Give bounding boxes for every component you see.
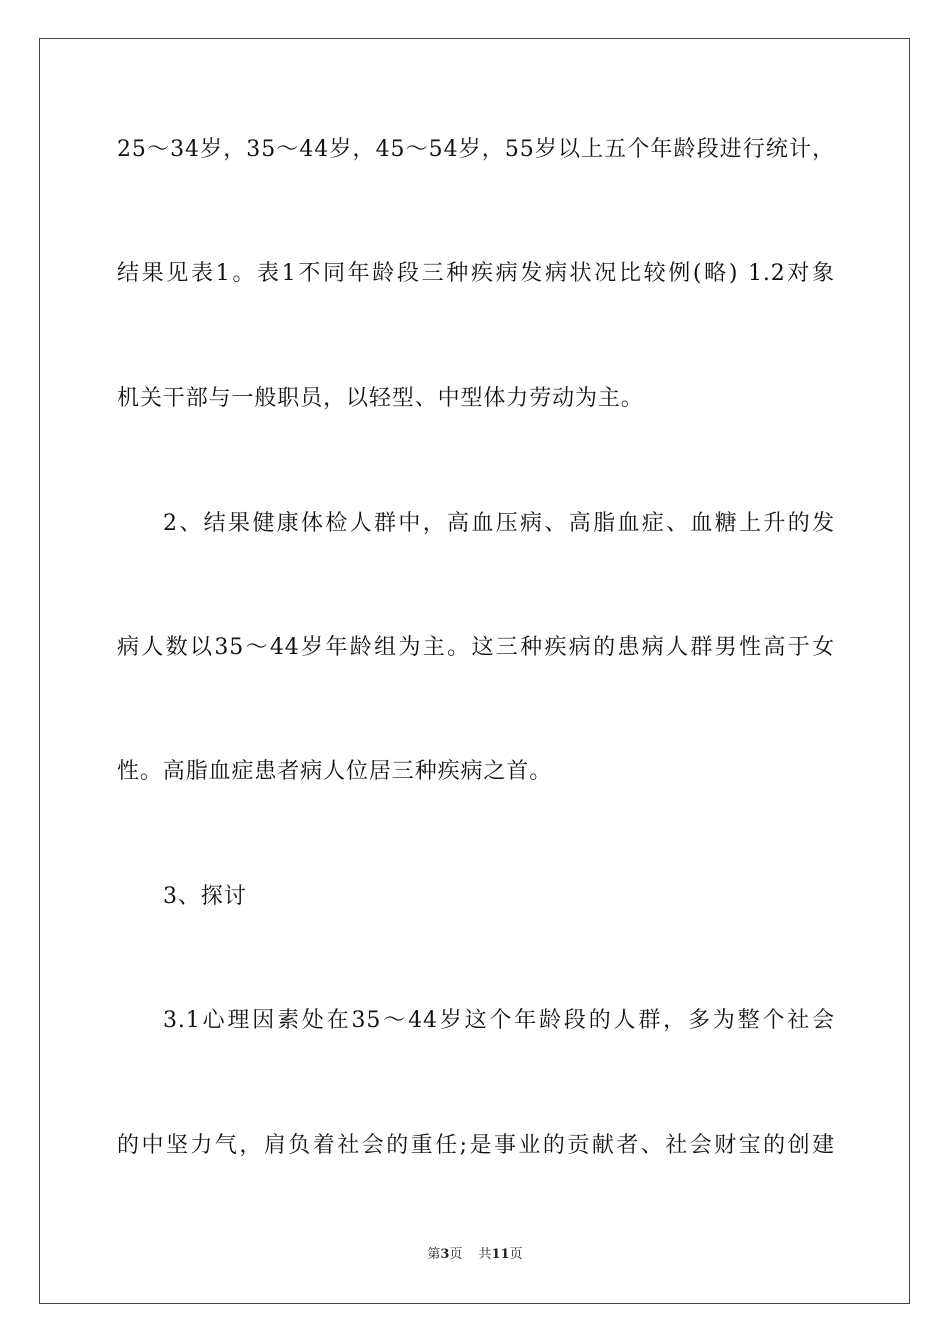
body-line-2: 结果见表1。表1不同年龄段三种疾病发病状况比较例(略) 1.2对象 — [117, 261, 835, 286]
body-line-5: 病人数以35～44岁年龄组为主。这三种疾病的患病人群男性高于女 — [117, 635, 835, 660]
body-line-8: 3.1心理因素处在35～44岁这个年龄段的人群，多为整个社会 — [163, 1008, 835, 1033]
section-heading: 3、探讨 — [163, 884, 247, 909]
body-line-4: 2、结果健康体检人群中，高血压病、高脂血症、血糖上升的发 — [163, 511, 835, 536]
body-line-3: 机关干部与一般职员，以轻型、中型体力劳动为主。 — [117, 386, 644, 411]
footer-total-pages: 11 — [491, 1247, 510, 1262]
footer-page-suffix: 页 — [449, 1247, 463, 1262]
body-line-6: 性。高脂血症患者病人位居三种疾病之首。 — [117, 759, 553, 784]
footer-page-number: 3 — [440, 1247, 450, 1262]
page-footer — [0, 1247, 950, 1263]
footer-total-prefix: 共 — [478, 1247, 492, 1262]
body-line-9: 的中坚力气，肩负着社会的重任;是事业的贡献者、社会财宝的创建 — [117, 1133, 835, 1158]
page-border — [39, 38, 910, 1304]
body-line-1: 25～34岁，35～44岁，45～54岁，55岁以上五个年龄段进行统计， — [117, 137, 835, 162]
footer-total-suffix: 页 — [509, 1247, 523, 1262]
footer-page-prefix: 第 — [427, 1247, 441, 1262]
